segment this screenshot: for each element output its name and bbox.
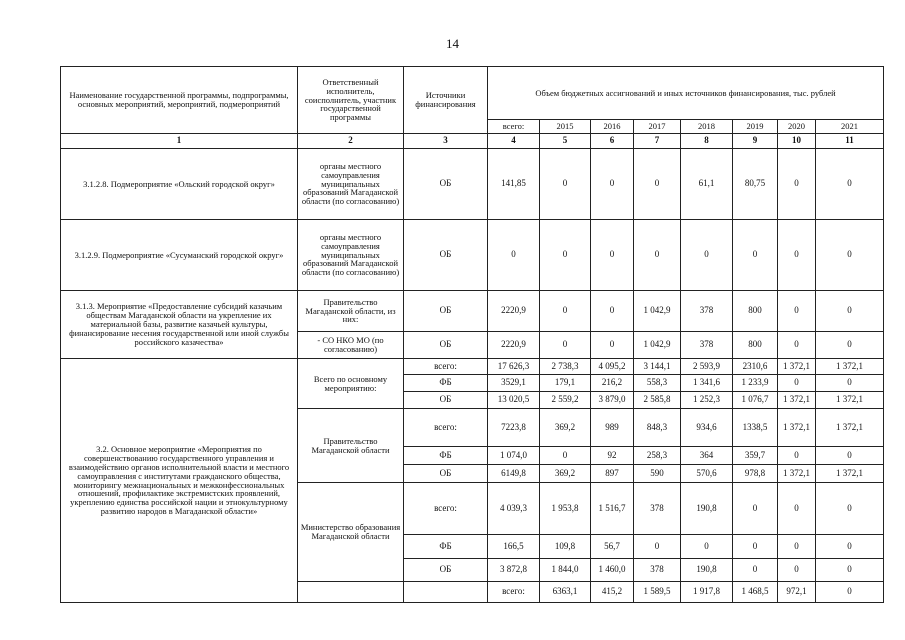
row-source: ОБ [404, 149, 488, 220]
value-cell: 0 [681, 220, 733, 291]
value-cell: 972,1 [778, 582, 816, 603]
value-cell: 378 [681, 291, 733, 332]
value-cell: 0 [634, 149, 681, 220]
header-year: 2021 [816, 120, 884, 134]
column-index: 4 [488, 134, 540, 149]
value-cell: 1 844,0 [540, 559, 591, 582]
row-source: ОБ [404, 465, 488, 483]
value-cell: 0 [816, 375, 884, 392]
value-cell: 3 872,8 [488, 559, 540, 582]
value-cell: 2 738,3 [540, 359, 591, 375]
value-cell: 1 372,1 [816, 359, 884, 375]
column-index: 5 [540, 134, 591, 149]
value-cell: 0 [816, 559, 884, 582]
row-responsible [404, 582, 488, 603]
header-year: 2018 [681, 120, 733, 134]
column-index: 8 [681, 134, 733, 149]
header-volume: Объем бюджетных ассигнований и иных источников финансирования, тыс. рублей [488, 67, 884, 120]
value-cell: 0 [778, 447, 816, 465]
row-responsible: Правительство Магаданской области [298, 409, 404, 483]
table-row [61, 359, 884, 375]
value-cell: 989 [591, 409, 634, 447]
header-responsible: Ответственный исполнитель, соисполнитель, участник государственной программы [298, 67, 404, 134]
header-year: 2016 [591, 120, 634, 134]
header-name: Наименование государственной программы, подпрограммы, основных мероприятий, мероприятий, подмероприятий [61, 67, 298, 134]
value-cell: 1 372,1 [816, 465, 884, 483]
row-source: ОБ [404, 220, 488, 291]
value-cell: 1 076,7 [733, 392, 778, 409]
value-cell: 1 372,1 [778, 465, 816, 483]
row-name: 3.1.3. Мероприятие «Предоставление субсидий казачьим обществам Магаданской области на укрепление их материальной базы, развитие казачьей культуры, финансирование несения государственной или иной службы российского казачества» [61, 291, 298, 359]
row-source: ОБ [404, 559, 488, 582]
value-cell: 3529,1 [488, 375, 540, 392]
row-name: 3.2. Основное мероприятие «Мероприятия по совершенствованию государственного управления и взаимодействию органов исполнительной власти и местного самоуправления с институтами гражданского общества, мониторингу межнациональных и межконфессиональных отношений, профилактике экстремистских проявлений, укреплению единства российской нации и этнокультурному развитию народов в Магаданской области» [61, 359, 298, 603]
row-source: ФБ [404, 375, 488, 392]
value-cell: 0 [816, 582, 884, 603]
value-cell: 2220,9 [488, 291, 540, 332]
value-cell: 1 468,5 [733, 582, 778, 603]
value-cell: 0 [778, 535, 816, 559]
value-cell: 0 [778, 483, 816, 535]
value-cell: 369,2 [540, 409, 591, 447]
value-cell: 0 [816, 220, 884, 291]
value-cell: 2 585,8 [634, 392, 681, 409]
header-year: 2019 [733, 120, 778, 134]
row-responsible: органы местного самоуправления муниципальных образований Магаданской области (по согласованию) [298, 220, 404, 291]
value-cell: 0 [540, 332, 591, 359]
value-cell: 0 [778, 375, 816, 392]
value-cell: 190,8 [681, 483, 733, 535]
row-name [298, 582, 404, 603]
header-year: 2017 [634, 120, 681, 134]
value-cell: 1338,5 [733, 409, 778, 447]
column-index: 7 [634, 134, 681, 149]
value-cell: 800 [733, 332, 778, 359]
value-cell: 0 [778, 149, 816, 220]
value-cell: 378 [634, 559, 681, 582]
value-cell: 141,85 [488, 149, 540, 220]
value-cell: 378 [681, 332, 733, 359]
value-cell: 0 [540, 447, 591, 465]
column-index: 6 [591, 134, 634, 149]
value-cell: 0 [733, 483, 778, 535]
value-cell: 1 372,1 [778, 392, 816, 409]
value-cell: 1 341,6 [681, 375, 733, 392]
row-responsible: Всего по основному мероприятию: [298, 359, 404, 409]
value-cell: 848,3 [634, 409, 681, 447]
value-cell: 0 [778, 291, 816, 332]
header-sources: Источники финансирования [404, 67, 488, 134]
value-cell: 0 [816, 535, 884, 559]
value-cell: 1 372,1 [816, 392, 884, 409]
column-index: 2 [298, 134, 404, 149]
header-row [61, 67, 884, 120]
value-cell: 0 [733, 220, 778, 291]
row-responsible: - СО НКО МО (по согласованию) [298, 332, 404, 359]
value-cell: 897 [591, 465, 634, 483]
index-row [61, 134, 884, 149]
value-cell: 570,6 [681, 465, 733, 483]
value-cell: 1 233,9 [733, 375, 778, 392]
value-cell: 378 [634, 483, 681, 535]
value-cell: 0 [540, 149, 591, 220]
value-cell: 0 [540, 220, 591, 291]
row-responsible: Правительство Магаданской области, из них: [298, 291, 404, 332]
value-cell: 17 626,3 [488, 359, 540, 375]
budget-table [60, 66, 884, 603]
row-source: всего: [404, 359, 488, 375]
value-cell: 6363,1 [540, 582, 591, 603]
header-year: 2015 [540, 120, 591, 134]
value-cell: 0 [778, 559, 816, 582]
column-index: 11 [816, 134, 884, 149]
value-cell: 2310,6 [733, 359, 778, 375]
value-cell: 6149,8 [488, 465, 540, 483]
value-cell: 364 [681, 447, 733, 465]
value-cell: 1 042,9 [634, 291, 681, 332]
row-source: всего: [404, 483, 488, 535]
column-index: 1 [61, 134, 298, 149]
value-cell: 80,75 [733, 149, 778, 220]
value-cell: 0 [591, 332, 634, 359]
value-cell: 3 144,1 [634, 359, 681, 375]
value-cell: 1 042,9 [634, 332, 681, 359]
value-cell: 1 953,8 [540, 483, 591, 535]
value-cell: 179,1 [540, 375, 591, 392]
value-cell: 109,8 [540, 535, 591, 559]
value-cell: 1 074,0 [488, 447, 540, 465]
value-cell: 1 589,5 [634, 582, 681, 603]
value-cell: 0 [591, 220, 634, 291]
table-row [61, 220, 884, 291]
row-source: всего: [404, 409, 488, 447]
value-cell: 216,2 [591, 375, 634, 392]
value-cell: 0 [733, 535, 778, 559]
value-cell: 0 [816, 447, 884, 465]
value-cell: 2 559,2 [540, 392, 591, 409]
column-index: 10 [778, 134, 816, 149]
value-cell: 2 593,9 [681, 359, 733, 375]
row-name: 3.1.2.8. Подмероприятие «Ольский городской округ» [61, 149, 298, 220]
row-source: ФБ [404, 535, 488, 559]
value-cell: 0 [634, 535, 681, 559]
value-cell: 13 020,5 [488, 392, 540, 409]
header-total: всего: [488, 120, 540, 134]
header-year: 2020 [778, 120, 816, 134]
value-cell: 4 095,2 [591, 359, 634, 375]
column-index: 9 [733, 134, 778, 149]
row-responsible: Министерство образования Магаданской области [298, 483, 404, 582]
value-cell: 0 [540, 291, 591, 332]
value-cell: 4 039,3 [488, 483, 540, 535]
value-cell: 800 [733, 291, 778, 332]
value-cell: 0 [778, 332, 816, 359]
value-cell: 92 [591, 447, 634, 465]
value-cell: 7223,8 [488, 409, 540, 447]
table-row [61, 291, 884, 332]
value-cell: 56,7 [591, 535, 634, 559]
value-cell: 166,5 [488, 535, 540, 559]
value-cell: 0 [816, 332, 884, 359]
value-cell: 415,2 [591, 582, 634, 603]
value-cell: 258,3 [634, 447, 681, 465]
value-cell: 3 879,0 [591, 392, 634, 409]
row-responsible: органы местного самоуправления муниципальных образований Магаданской области (по согласованию) [298, 149, 404, 220]
value-cell: 0 [816, 291, 884, 332]
value-cell: 0 [681, 535, 733, 559]
value-cell: 2220,9 [488, 332, 540, 359]
value-cell: 369,2 [540, 465, 591, 483]
value-cell: 0 [733, 559, 778, 582]
column-index: 3 [404, 134, 488, 149]
value-cell: 190,8 [681, 559, 733, 582]
value-cell: 1 516,7 [591, 483, 634, 535]
value-cell: 590 [634, 465, 681, 483]
value-cell: 1 372,1 [778, 409, 816, 447]
value-cell: 1 252,3 [681, 392, 733, 409]
value-cell: 0 [778, 220, 816, 291]
value-cell: 61,1 [681, 149, 733, 220]
row-source: ОБ [404, 392, 488, 409]
value-cell: 558,3 [634, 375, 681, 392]
value-cell: 0 [816, 483, 884, 535]
value-cell: 1 460,0 [591, 559, 634, 582]
value-cell: 978,8 [733, 465, 778, 483]
row-source: ФБ [404, 447, 488, 465]
value-cell: 1 372,1 [778, 359, 816, 375]
value-cell: 0 [816, 149, 884, 220]
value-cell: 359,7 [733, 447, 778, 465]
page-number: 14 [446, 36, 459, 51]
value-cell: 0 [488, 220, 540, 291]
value-cell: 934,6 [681, 409, 733, 447]
table-row [61, 149, 884, 220]
row-source: всего: [488, 582, 540, 603]
value-cell: 0 [591, 291, 634, 332]
value-cell: 1 372,1 [816, 409, 884, 447]
value-cell: 1 917,8 [681, 582, 733, 603]
value-cell: 0 [634, 220, 681, 291]
row-source: ОБ [404, 332, 488, 359]
row-source: ОБ [404, 291, 488, 332]
row-name: 3.1.2.9. Подмероприятие «Сусуманский городской округ» [61, 220, 298, 291]
value-cell: 0 [591, 149, 634, 220]
